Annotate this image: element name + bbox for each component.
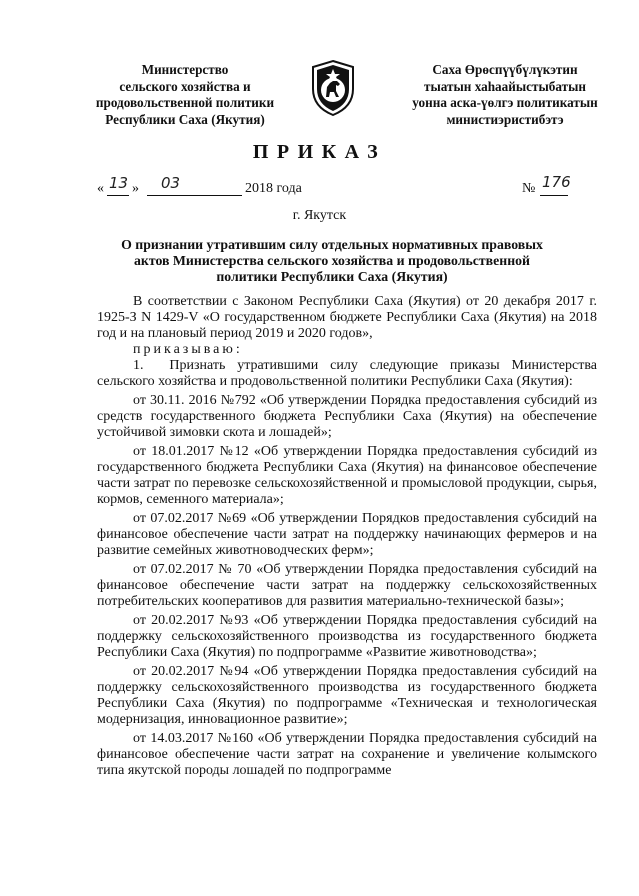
order-number-prefix: № <box>522 181 536 196</box>
repealed-order-item: от 30.11. 2016 №792 «Об утверждении Порядка предоставления субсидий из средств государственного бюджета Республики Саха (Якутия) на обеспечение устойчивой зимовки скота и лошадей»; <box>97 393 597 440</box>
city-line: г. Якутск <box>292 208 347 223</box>
repealed-order-item: от 20.02.2017 №94 «Об утверждении Порядка предоставления субсидий на поддержку сельскохозяйственного производства из государственного бюджета Республики Саха (Якутия) по подпрограмме «Техническая и технологическая модернизация, инновационное развитие»; <box>97 664 597 727</box>
document-title: ПРИКАЗ <box>252 141 387 163</box>
order-body <box>97 294 597 779</box>
repealed-order-item: от 07.02.2017 №69 «Об утверждении Порядков предоставления субсидий на финансовое обеспечение части затрат на поддержку начинающих фермеров и на развитие семейных животноводческих ферм»; <box>97 511 597 558</box>
repealed-order-item: от 07.02.2017 № 70 «Об утверждении Порядка предоставления субсидий на финансовое обеспечение части затрат на поддержку сельскохозяйственных потребительских кооперативов для развития материально-технической базы»; <box>97 562 597 609</box>
header-right-line: тыатын хаһаайыстыбатын <box>424 78 586 94</box>
month-blank-line <box>147 195 242 196</box>
header-left-line: Республики Саха (Якутия) <box>105 111 265 127</box>
header-right-line: Саха Өрөспүүбүлүкэтин <box>432 62 578 77</box>
date-year: 2018 года <box>245 181 302 196</box>
header-left-line: сельского хозяйства и <box>119 78 251 94</box>
repealed-order-item: от 18.01.2017 №12 «Об утверждении Порядка предоставления субсидий из государственного бюджета Республики Саха (Якутия) на финансовое обеспечение части затрат по перевозке сельскохозяйственной и промысловой продукции, сырья, кормов, семенного материала»; <box>97 444 597 507</box>
order-subject: О признании утратившим силу отдельных нормативных правовых актов Министерства сельского хозяйства и продовольственной политики Республики Саха (Якутия) <box>121 237 543 284</box>
header-left-line: продовольственной политики <box>95 95 275 110</box>
day-blank-line <box>107 195 129 196</box>
date-number-line <box>97 173 597 200</box>
prikazyvayu-line: приказываю: <box>133 342 243 357</box>
coat-of-arms-icon <box>309 59 357 117</box>
date-close-quote: » <box>132 181 139 196</box>
header-left-line: Министерство <box>141 62 229 77</box>
preamble-paragraph: В соответствии с Законом Республики Саха (Якутия) от 20 декабря 2017 г. 1925-З N 1429-V «О государственном бюджете Республики Саха (Якутия) на 2018 год и на плановый период 2019 и 2020 годов», <box>97 294 597 341</box>
order-number: 176 <box>542 173 571 191</box>
repealed-order-item: от 20.02.2017 №93 «Об утверждении Порядка предоставления субсидий на поддержку сельскохозяйственного производства из государственного бюджета Республики Саха (Якутия) по подпрограмме «Развитие животноводства»; <box>97 613 597 660</box>
point-1-paragraph: 1. Признать утратившими силу следующие приказы Министерства сельского хозяйства и продовольственной политики Республики Саха (Якутия): <box>97 358 597 389</box>
date-day: 13 <box>109 174 129 192</box>
ministry-name-yakut <box>392 62 618 128</box>
ministry-name-russian <box>80 62 290 128</box>
date-open-quote: « <box>97 181 104 196</box>
date-month: 03 <box>161 174 181 192</box>
header-right-line: уонна аска-үөлгэ политикатын <box>412 95 598 110</box>
number-blank-line <box>540 195 568 196</box>
repealed-order-item: от 14.03.2017 №160 «Об утверждении Порядка предоставления субсидий на финансовое обеспечение части затрат на сохранение и увеличение колымского типа якутской породы лошадей по подпрограмме <box>97 731 597 778</box>
header-right-line: министиэристибэтэ <box>446 111 564 127</box>
